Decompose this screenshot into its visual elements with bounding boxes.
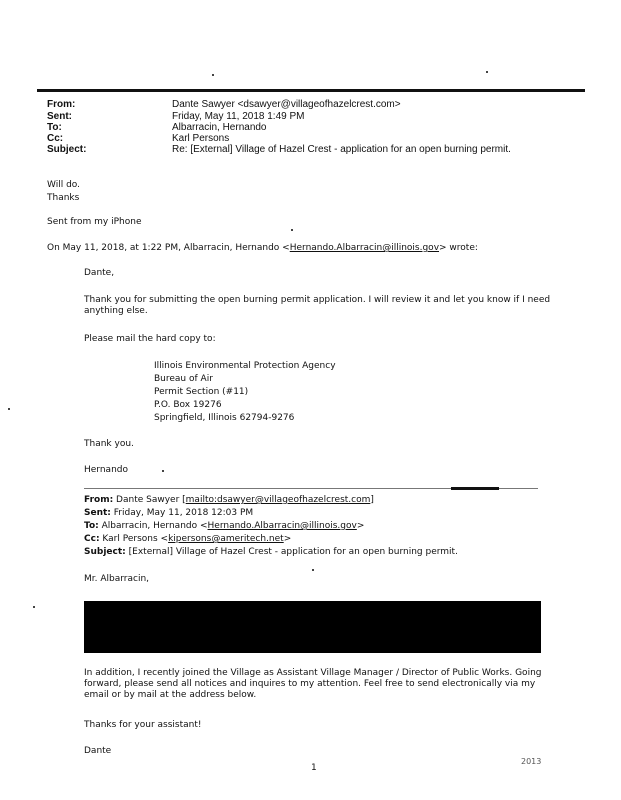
quote-intro-suffix: > wrote: — [439, 243, 478, 253]
orig-cc-end: > — [283, 534, 292, 544]
cc-label: Cc: — [47, 133, 64, 144]
subject-label: Subject: — [47, 144, 87, 155]
orig-to-label: To: — [84, 521, 99, 531]
orig-from-label: From: — [84, 495, 114, 505]
hernando-thanks: Thank you. — [84, 439, 134, 449]
scan-speck — [291, 229, 293, 231]
hernando-greeting: Dante, — [84, 268, 115, 278]
orig-cc — [84, 534, 291, 545]
to-value: Albarracin, Hernando — [172, 122, 267, 133]
orig-from-link[interactable]: mailto:dsawyer@villageofhazelcrest.com — [185, 495, 371, 505]
address-line-3: Permit Section (#11) — [154, 387, 249, 397]
to-label: To: — [47, 122, 62, 133]
hernando-name: Hernando — [84, 465, 128, 475]
scan-speck — [486, 71, 488, 73]
quote-intro-prefix: On May 11, 2018, at 1:22 PM, Albarracin, Hernando < — [47, 243, 290, 253]
header-rule — [37, 89, 585, 92]
subject-value: Re: [External] Village of Hazel Crest - application for an open burning permit. — [172, 144, 511, 155]
scan-speck — [212, 74, 214, 76]
reply-signature: Sent from my iPhone — [47, 217, 142, 227]
address-line-2: Bureau of Air — [154, 374, 213, 384]
from-label: From: — [47, 99, 76, 110]
sent-value: Friday, May 11, 2018 1:49 PM — [172, 111, 305, 122]
quote-intro-email-link[interactable]: Hernando.Albarracin@illinois.gov — [289, 243, 440, 253]
scan-speck — [312, 569, 314, 571]
orig-cc-label: Cc: — [84, 534, 100, 544]
orig-cc-value: Karl Persons < — [102, 534, 169, 544]
redaction-block — [84, 601, 541, 653]
scan-speck — [162, 470, 164, 472]
dante-name: Dante — [84, 746, 112, 756]
orig-sent-label: Sent: — [84, 508, 111, 518]
cc-value: Karl Persons — [172, 133, 230, 144]
orig-subject-label: Subject: — [84, 547, 126, 557]
scan-speck — [8, 408, 10, 410]
dante-greeting: Mr. Albarracin, — [84, 574, 150, 584]
address-line-4: P.O. Box 19276 — [154, 400, 222, 410]
from-value: Dante Sawyer <dsawyer@villageofhazelcrest.com> — [172, 99, 401, 110]
dante-para-1: In addition, I recently joined the Village as Assistant Village Manager / Director of Public Works. Going forward, please send all notices and inquires to my attention. Feel free to send electronically via my email or by mail at the address below. — [84, 668, 542, 700]
address-line-5: Springfield, Illinois 62794-9276 — [154, 413, 295, 423]
sent-label: Sent: — [47, 111, 72, 122]
orig-to-value: Albarracin, Hernando < — [101, 521, 208, 531]
orig-subject — [84, 547, 458, 558]
orig-to-link[interactable]: Hernando.Albarracin@illinois.gov — [207, 521, 357, 531]
orig-to — [84, 521, 364, 532]
hernando-para-1: Thank you for submitting the open burning permit application. I will review it and let you know if I need anything else. — [84, 295, 551, 316]
reply-line-2: Thanks — [47, 193, 80, 203]
orig-sent — [84, 508, 253, 519]
orig-subject-value: [External] Village of Hazel Crest - application for an open burning permit. — [128, 547, 458, 557]
quote-intro — [47, 243, 478, 254]
orig-from-end: ] — [370, 495, 374, 505]
address-line-1: Illinois Environmental Protection Agency — [154, 361, 336, 371]
hernando-para-2: Please mail the hard copy to: — [84, 334, 216, 344]
reply-line-1: Will do. — [47, 180, 80, 190]
page-number: 1 — [311, 763, 317, 773]
dante-thanks: Thanks for your assistant! — [84, 720, 202, 730]
orig-from-value: Dante Sawyer [ — [116, 495, 186, 505]
orig-cc-link[interactable]: kipersons@ameritech.net — [168, 534, 284, 544]
separator-mark — [451, 487, 499, 490]
orig-from — [84, 495, 374, 506]
orig-to-end: > — [356, 521, 365, 531]
bates-number: 2013 — [521, 757, 542, 766]
scan-speck — [33, 606, 35, 608]
orig-sent-value: Friday, May 11, 2018 12:03 PM — [113, 508, 254, 518]
